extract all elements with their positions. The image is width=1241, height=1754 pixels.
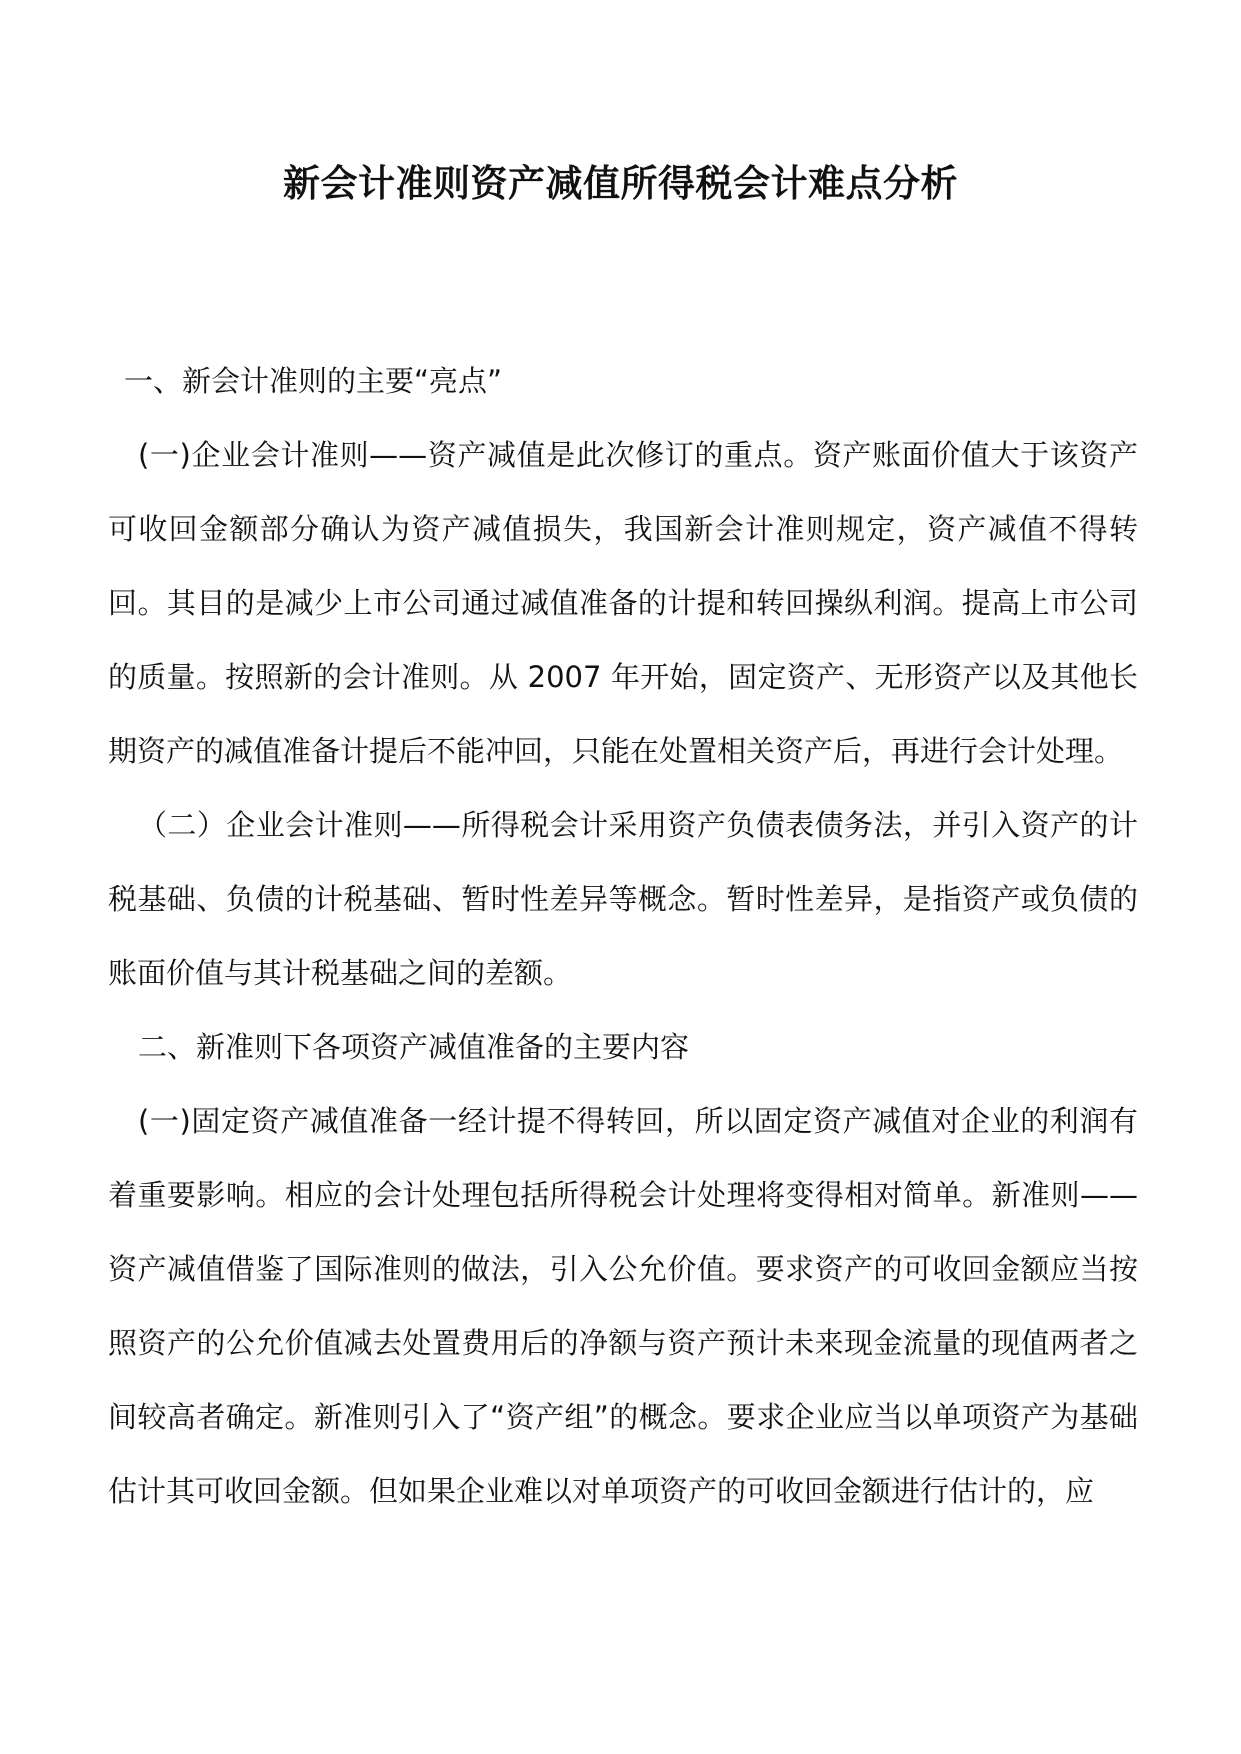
paragraph-1-1: (一)企业会计准则——资产减值是此次修订的重点。资产账面价值大于该资产可收回金额部分确认为资产减值损失，我国新会计准则规定，资产减值不得转回。其目的是减少上市公司通过减值准备的计提和转回操纵利润。提高上市公司的质量。按照新的会计准则。从 2007 年开始，固定资产、无形资产以及其他长期资产的减值准备计提后不能冲回，只能在处置相关资产后，再进行会计处理。 (108, 438, 1138, 768)
paragraph-1-2: （二）企业会计准则——所得税会计采用资产负债表债务法，并引入资产的计税基础、负债的计税基础、暂时性差异等概念。暂时性差异，是指资产或负债的账面价值与其计税基础之间的差额。 (108, 808, 1138, 990)
section-heading-1: 一、新会计准则的主要“亮点” (124, 364, 503, 398)
document-body (108, 344, 1138, 1528)
paragraph-2-1: (一)固定资产减值准备一经计提不得转回，所以固定资产减值对企业的利润有着重要影响。相应的会计处理包括所得税会计处理将变得相对简单。新准则——资产减值借鉴了国际准则的做法，引入公允价值。要求资产的可收回金额应当按照资产的公允价值减去处置费用后的净额与资产预计未来现金流量的现值两者之间较高者确定。新准则引入了“资产组”的概念。要求企业应当以单项资产为基础估计其可收回金额。但如果企业难以对单项资产的可收回金额进行估计的，应 (108, 1104, 1138, 1508)
section-heading-2: 二、新准则下各项资产减值准备的主要内容 (138, 1030, 690, 1064)
document-title: 新会计准则资产减值所得税会计难点分析 (283, 161, 958, 205)
